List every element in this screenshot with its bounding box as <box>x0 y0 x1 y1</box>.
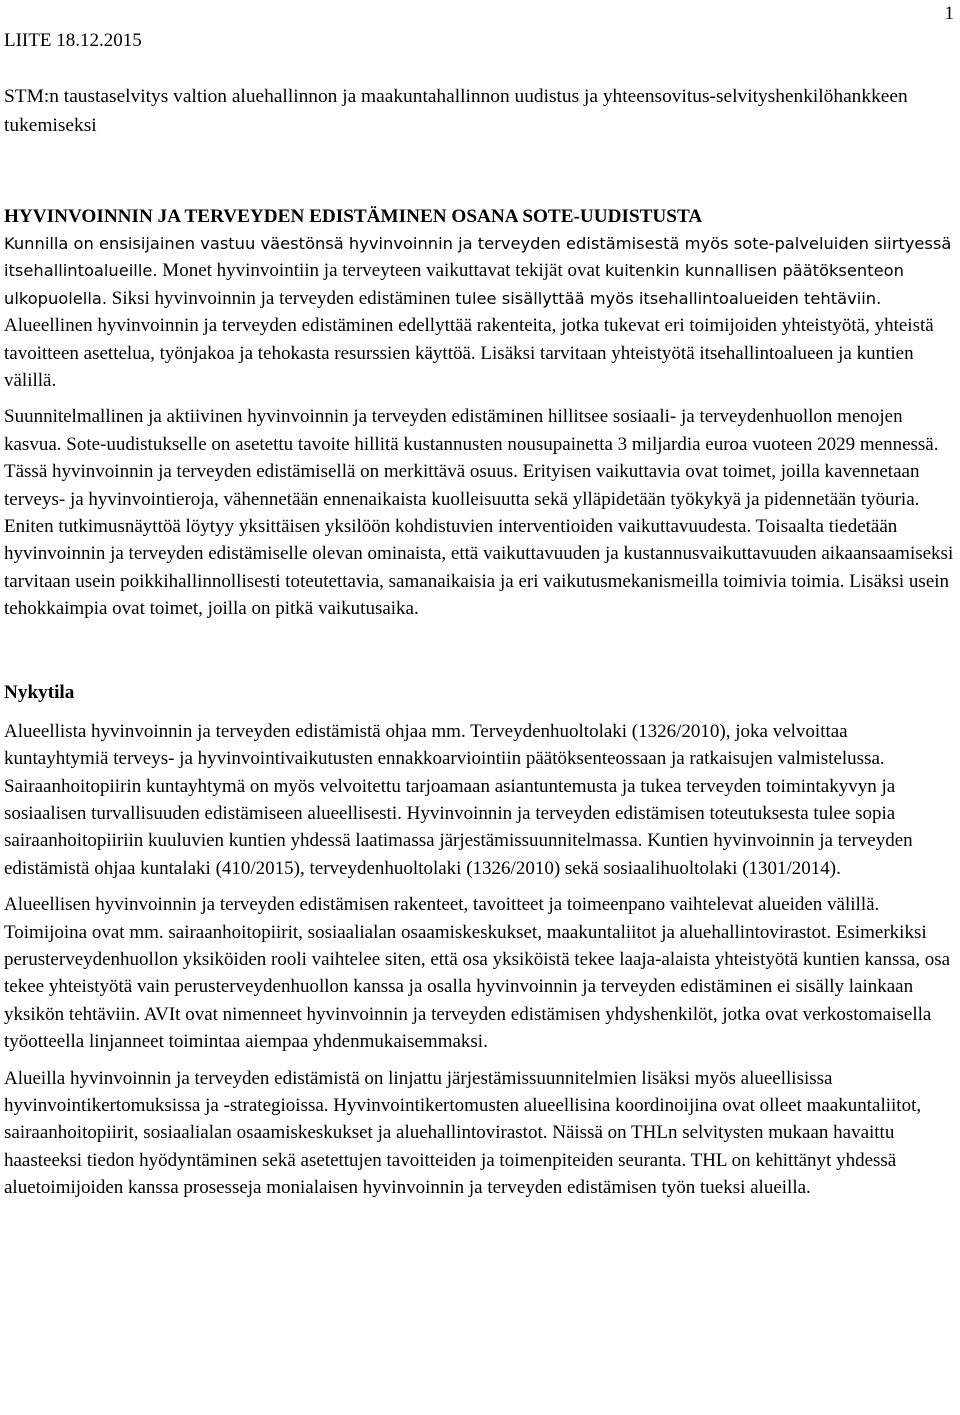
section-heading-health-promotion: HYVINVOINNIN JA TERVEYDEN EDISTÄMINEN OSANA SOTE-UUDISTUSTA <box>4 206 703 227</box>
paragraph-welfare-reports: Alueilla hyvinvoinnin ja terveyden edistämistä on linjattu järjestämissuunnitelmien lisäksi myös alueellisissa hyvinvointikertomuksissa ja -strategioissa. Hyvinvointikertomusten alueellisina koordinoijina ovat olleet maakuntaliitot, sairaanhoitopiirit, sosiaalialan osaamiskeskukset ja aluehallintovirastot. Näissä on THLn selvitysten mukaan havaittu haasteeksi tiedon hyödyntäminen sekä asetettujen tavoitteiden ja toimenpiteiden seuranta. THL on kehittänyt yhdessä aluetoimijoiden kanssa prosesseja monialaisen hyvinvoinnin ja terveyden edistämisen työn tueksi alueilla. <box>4 1067 922 1199</box>
text-run: Kunnilla on ensisijainen vastuu väestönsä hyvinvoinnin ja terveyden edistämisestä myös sote-palveluiden siirtyessä itsehallintoalueille. <box>4 234 952 281</box>
page-number: 1 <box>944 3 954 24</box>
attachment-date-label: LIITE 18.12.2015 <box>4 30 142 51</box>
text-run: Alueellinen hyvinvoinnin ja terveyden edistäminen edellyttää rakenteita, jotka tukevat eri toimijoiden yhteistyötä, yhteistä tavoitteen asettelua, työnjakoa ja tehokasta resurssien käyttöä. Lisäksi tarvitaan yhteistyötä itsehallintoalueen ja kuntien välillä. <box>4 315 934 392</box>
document-title: STM:n taustaselvitys valtion aluehallinnon ja maakuntahallinnon uudistus ja yhteensovitus-selvityshenkilöhankkeen tukemiseksi <box>4 86 908 136</box>
text-run: Monet hyvinvointiin ja terveyteen vaikuttavat tekijät ovat <box>157 260 605 282</box>
text-run: tulee sisällyttää myös itsehallintoalueiden tehtäviin. <box>455 288 882 308</box>
text-run: kuitenkin kunnallisen päätöksenteon ulkopuolella. <box>4 261 904 308</box>
paragraph-legislation: Alueellista hyvinvoinnin ja terveyden edistämistä ohjaa mm. Terveydenhuoltolaki (1326/2010), joka velvoittaa kuntayhtymiä terveys- ja hyvinvointivaikutusten ennakkoarviointiin päätöksenteossaan ja ratkaisujen valmistelussa. Sairaanhoitopiirin kuntayhtymä on myös velvoitettu tarjoamaan asiantuntemusta ja tukea terveyden toimintakyvyn ja sosiaalisen turvallisuuden edistämiseen alueellisesti. Hyvinvoinnin ja terveyden edistämisen toteutuksesta tulee sopia sairaanhoitopiiriin kuuluvien kuntien yhdessä laatimassa järjestämissuunnitelmassa. Kuntien hyvinvoinnin ja terveyden edistämistä ohjaa kuntalaki (410/2015), terveydenhuoltolaki (1326/2010) sekä sosiaalihuoltolaki (1301/2014). <box>4 720 913 879</box>
paragraph-regional-structures: Alueellisen hyvinvoinnin ja terveyden edistämisen rakenteet, tavoitteet ja toimeenpano vaihtelevat alueiden välillä. Toimijoina ovat mm. sairaanhoitopiirit, sosiaalialan osaamiskeskukset, maakuntaliitot ja aluehallintovirastot. Esimerkiksi perusterveydenhuollon yksiköiden rooli vaihtelee siten, että osa yksiköistä tekee laaja-alaista yhteistyötä kuntien kanssa, osa tekee yhteistyötä vain perusterveydenhuollon kanssa ja osalla hyvinvoinnin ja terveyden edistäminen ei sisälly lainkaan yksikön tehtäviin. AVIt ovat nimenneet hyvinvoinnin ja terveyden edistämisen yhdyshenkilöt, jotka ovat verkostomaisella työotteella linjanneet toimintaa aiempaa yhdenmukaisemmaksi. <box>4 894 951 1053</box>
section-heading-current-state: Nykytila <box>4 681 75 703</box>
text-run: Siksi hyvinvoinnin ja terveyden edistäminen <box>107 287 456 309</box>
paragraph-cost-containment: Suunnitelmallinen ja aktiivinen hyvinvoinnin ja terveyden edistäminen hillitsee sosiaali- ja terveydenhuollon menojen kasvua. Sote-uudistukselle on asetettu tavoite hillitä kustannusten nousupainetta 3 miljardia euroa vuoteen 2029 mennessä. Tässä hyvinvoinnin ja terveyden edistämisellä on merkittävä osuus. Erityisen vaikuttavia ovat toimet, joilla kavennetaan terveys- ja hyvinvointieroja, vähennetään ennenaikaista kuolleisuutta sekä ylläpidetään työkykyä ja pidennetään työuria. Eniten tutkimusnäyttöä löytyy yksittäisen yksilöön kohdistuvien interventioiden vaikuttavuudesta. Toisaalta tiedetään hyvinvoinnin ja terveyden edistämiselle olevan ominaista, että vaikuttavuuden ja kustannusvaikuttavuuden aikaansaamiseksi tarvitaan usein poikkihallinnollisesti toteutettavia, samanaikaisia ja eri vaikutusmekanismeilla toimivia toimia. Lisäksi usein tehokkaimpia ovat toimet, joilla on pitkä vaikutusaika. <box>4 406 954 620</box>
paragraph-municipal-responsibility <box>4 230 956 394</box>
document-body <box>4 203 956 1202</box>
